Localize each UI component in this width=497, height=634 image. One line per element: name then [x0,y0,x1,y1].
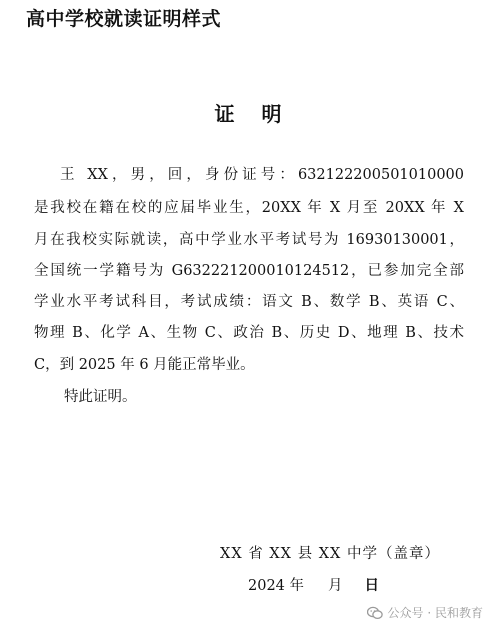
body-line-3: 月在我校实际就读，高中学业水平考试号为 16930130001， [34,232,464,248]
body-line-6: 物理 B、化学 A、生物 C、政治 B、历史 D、地理 B、技术 [34,325,464,341]
body-line-2: 是我校在籍在校的应届毕业生，20XX 年 X 月至 20XX 年 X [34,200,464,216]
body-line-1: 王 XX，男，回，身份证号：632122200501010000 [60,167,464,183]
body-line-7: C，到 2025 年 6 月能正常毕业。 [34,357,255,373]
header-title: 高中学校就读证明样式 [26,8,222,30]
certificate-title [0,98,497,127]
watermark [367,604,483,621]
signature-organization: XX 省 XX 县 XX 中学（盖章） [220,546,440,562]
body-line-4: 全国统一学籍号为 G632221200010124512，已参加完全部 [34,263,464,279]
date-month: 月 [328,578,343,594]
wechat-official-account-icon [367,606,383,620]
closing-text: 特此证明。 [64,389,137,405]
certificate-title-part2: 明 [261,102,283,126]
watermark-text: 公众号 · 民和教育 [387,606,483,620]
date-day: 日 [364,577,380,594]
body-line-5: 学业水平考试科目，考试成绩：语文 B、数学 B、英语 C、 [34,294,464,310]
date-year: 2024 年 [248,578,305,594]
certificate-title-part1: 证 [214,102,236,126]
signature-date [248,574,379,595]
